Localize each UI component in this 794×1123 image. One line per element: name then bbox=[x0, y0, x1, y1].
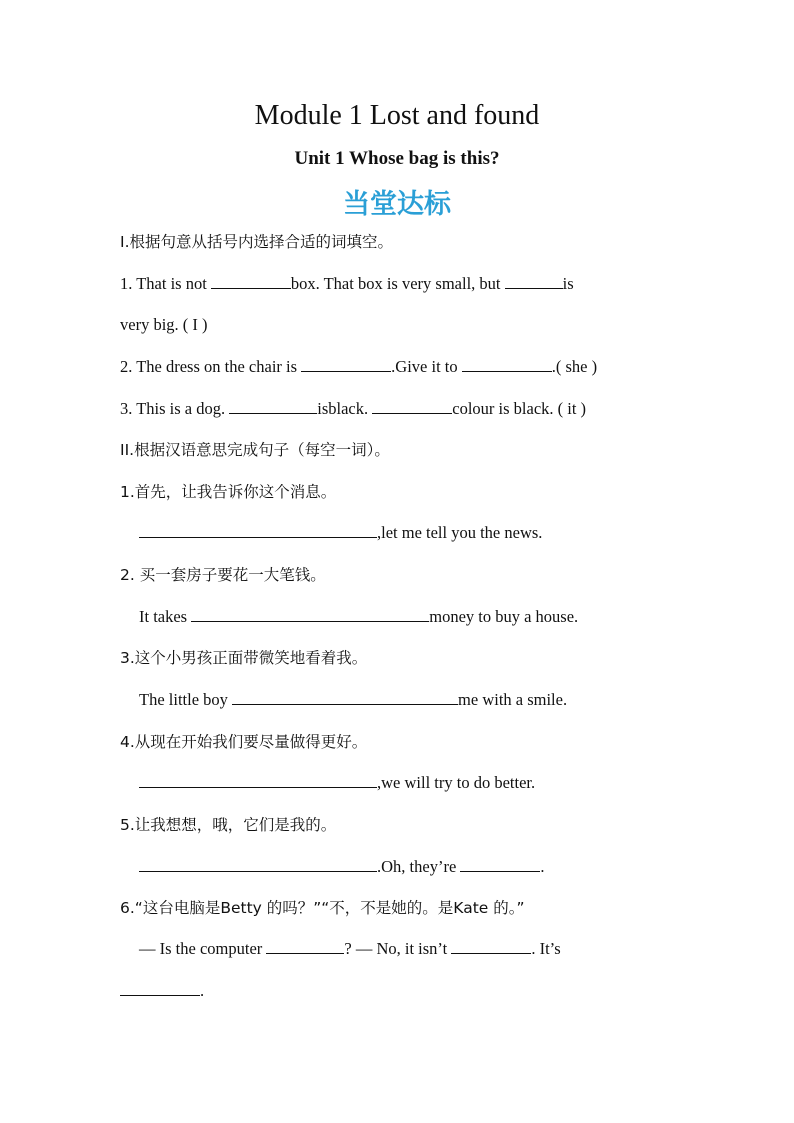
p2-q2-text-b: money to buy a house. bbox=[429, 607, 579, 626]
p2-q3-text-b: me with a smile. bbox=[458, 690, 568, 709]
p2-q3-blank[interactable] bbox=[232, 690, 458, 705]
q2-text-a: 2. The dress on the chair is bbox=[120, 357, 302, 376]
q1-blank-1[interactable] bbox=[211, 274, 291, 289]
part1-question-2 bbox=[120, 357, 597, 377]
q2-blank-2[interactable] bbox=[462, 357, 552, 372]
part2-instruction: II.根据汉语意思完成句子（每空一词）。 bbox=[120, 441, 390, 459]
q1-text-a: 1. That is not bbox=[120, 274, 211, 293]
q2-blank-1[interactable] bbox=[301, 357, 391, 372]
p2-q6-text-b: ? — No, it isn’t bbox=[344, 939, 452, 958]
p2-q3-text-a: The little boy bbox=[139, 690, 233, 709]
p2-q5-text-c: . bbox=[540, 857, 545, 876]
p2-q6-text-c: . It’s bbox=[531, 939, 561, 958]
p2-q1-english bbox=[139, 523, 542, 543]
p2-q4-blank[interactable] bbox=[139, 773, 377, 788]
p2-q6-blank-2[interactable] bbox=[451, 939, 531, 954]
q1-text-b: box. That box is very small, but bbox=[290, 274, 505, 293]
q3-blank-1[interactable] bbox=[229, 399, 317, 414]
p2-q3-english bbox=[139, 690, 567, 710]
p2-q1-text: ,let me tell you the news. bbox=[377, 523, 543, 542]
q1-text-c: is bbox=[562, 274, 574, 293]
part1-question-3 bbox=[120, 399, 586, 419]
part1-question-1-cont: very big. ( I ) bbox=[120, 315, 208, 334]
p2-q2-english bbox=[139, 607, 578, 627]
part1-instruction: I.根据句意从括号内选择合适的词填空。 bbox=[120, 233, 393, 251]
p2-q5-blank-2[interactable] bbox=[460, 857, 540, 872]
q3-text-a: 3. This is a dog. bbox=[120, 399, 230, 418]
p2-q6-blank-1[interactable] bbox=[266, 939, 344, 954]
q1-blank-2[interactable] bbox=[505, 274, 563, 289]
p2-q1-chinese: 1.首先，让我告诉你这个消息。 bbox=[120, 483, 337, 501]
section-heading: 当堂达标 bbox=[343, 189, 451, 220]
p2-q4-text: ,we will try to do better. bbox=[377, 773, 536, 792]
p2-q4-english bbox=[139, 773, 535, 793]
q3-text-c: colour is black. ( it ) bbox=[452, 399, 587, 418]
p2-q6-text-d: . bbox=[200, 981, 205, 1000]
part1-question-1 bbox=[120, 274, 574, 294]
p2-q5-text-b: .Oh, they’re bbox=[377, 857, 461, 876]
q3-blank-2[interactable] bbox=[372, 399, 452, 414]
unit-title: Unit 1 Whose bag is this? bbox=[294, 148, 500, 169]
p2-q6-chinese: 6.“这台电脑是Betty 的吗？”“不，不是她的。是Kate 的。” bbox=[120, 899, 525, 917]
p2-q3-chinese: 3.这个小男孩正面带微笑地看着我。 bbox=[120, 649, 368, 667]
p2-q5-chinese: 5.让我想想，哦，它们是我的。 bbox=[120, 816, 337, 834]
p2-q2-blank[interactable] bbox=[191, 607, 429, 622]
p2-q1-blank[interactable] bbox=[139, 523, 377, 538]
p2-q6-english bbox=[139, 939, 561, 959]
q2-text-c: .( she ) bbox=[551, 357, 598, 376]
p2-q5-english bbox=[139, 857, 545, 877]
p2-q6-blank-3[interactable] bbox=[120, 981, 200, 996]
module-title: Module 1 Lost and found bbox=[254, 100, 540, 131]
q3-text-b: isblack. bbox=[317, 399, 373, 418]
p2-q5-blank-1[interactable] bbox=[139, 857, 377, 872]
p2-q6-english-cont bbox=[120, 981, 204, 1001]
p2-q2-chinese: 2. 买一套房子要花一大笔钱。 bbox=[120, 566, 326, 584]
q2-text-b: .Give it to bbox=[391, 357, 462, 376]
p2-q2-text-a: It takes bbox=[139, 607, 192, 626]
p2-q6-text-a: — Is the computer bbox=[139, 939, 267, 958]
p2-q4-chinese: 4.从现在开始我们要尽量做得更好。 bbox=[120, 733, 368, 751]
